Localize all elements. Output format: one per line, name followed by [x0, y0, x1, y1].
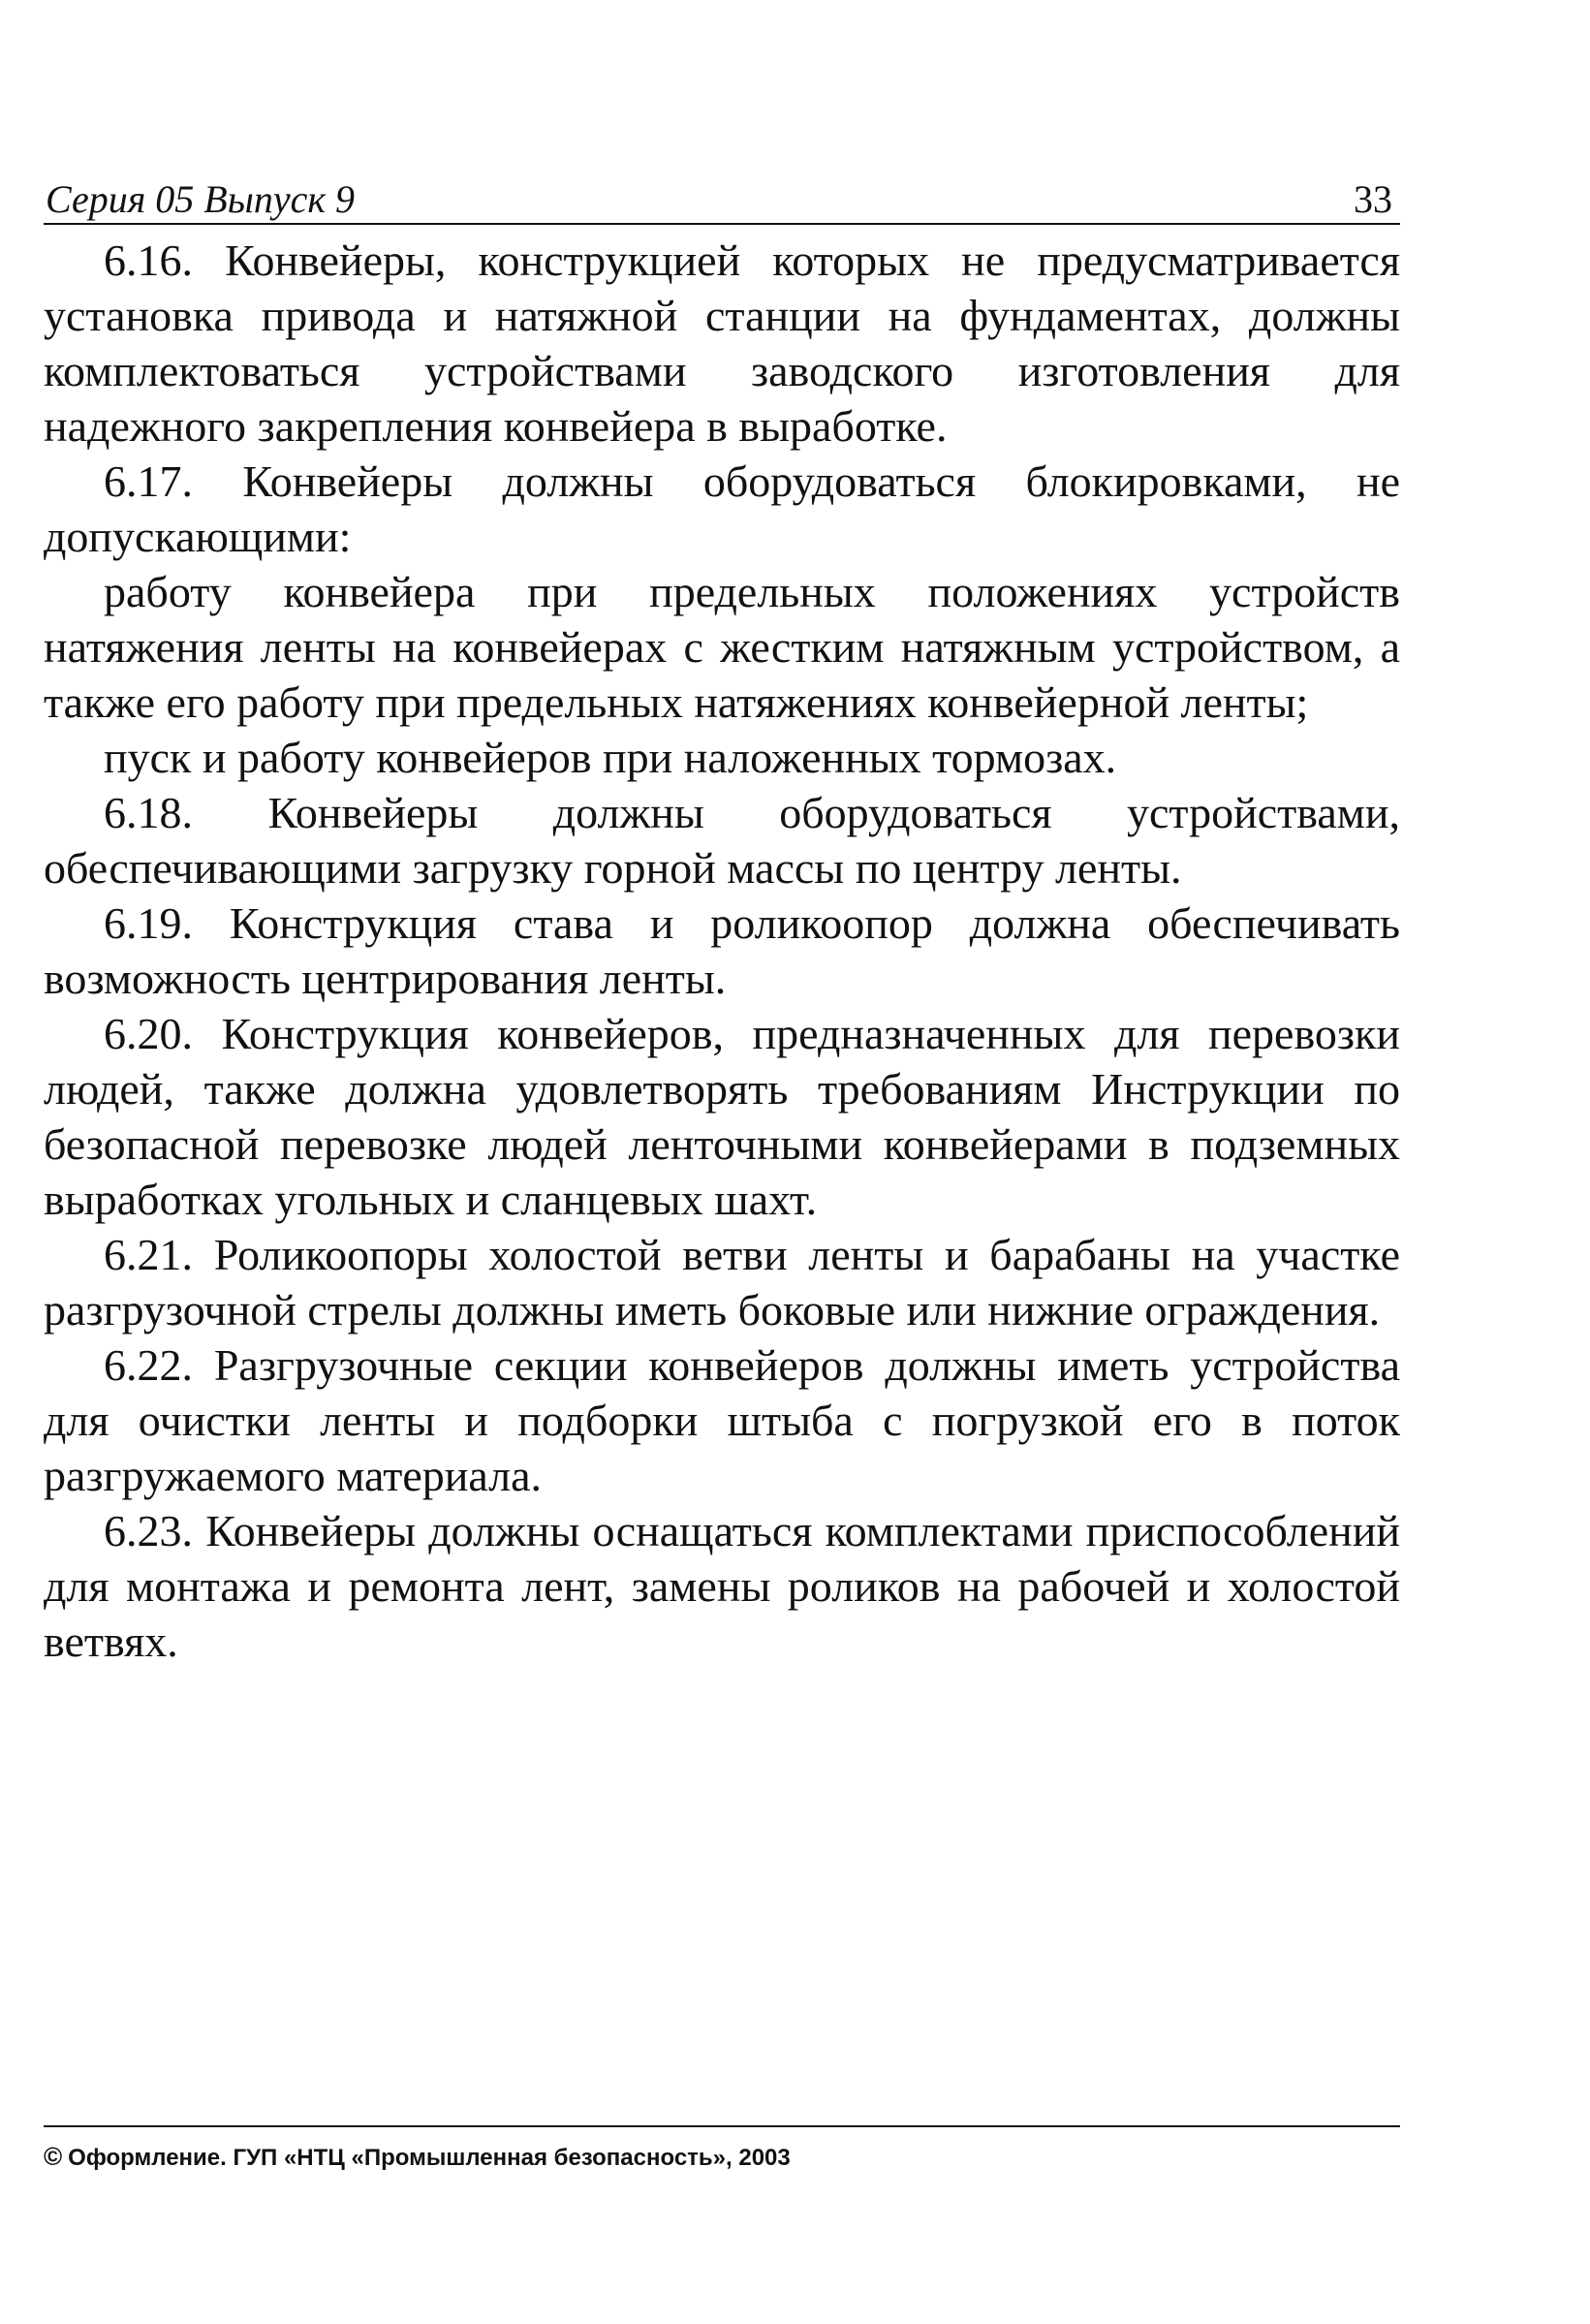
paragraph-6-17-item-1: работу конвейера при предельных положениях устройств натяжения ленты на конвейерах с жестким натяжным устройством, а также его работу при предельных натяжениях конвейерной ленты;	[44, 567, 1400, 727]
paragraph-6-23: 6.23. Конвейеры должны оснащаться комплектами приспособлений для монтажа и ремонта лент, замены роликов на рабочей и холостой ветвях.	[44, 1506, 1400, 1666]
paragraph-6-19: 6.19. Конструкция става и роликоопор должна обеспечивать возможность центрирования ленты.	[44, 898, 1400, 1003]
page-number: 33	[1354, 177, 1392, 221]
paragraph-6-17: 6.17. Конвейеры должны оборудоваться блокировками, не допускающими:	[44, 456, 1400, 561]
paragraph-6-20: 6.20. Конструкция конвейеров, предназначенных для перевозки людей, также должна удовлетворять требованиям Инструкции по безопасной перевозке людей ленточными конвейерами в подземных выработках угольных и сланцевых шахт.	[44, 1009, 1400, 1224]
paragraph-6-18: 6.18. Конвейеры должны оборудоваться устройствами, обеспечивающими загрузку горной массы по центру ленты.	[44, 788, 1400, 893]
paragraph-6-17-item-2: пуск и работу конвейеров при наложенных тормозах.	[104, 733, 1117, 782]
copyright-text: Оформление. ГУП «НТЦ «Промышленная безопасность», 2003	[68, 2145, 791, 2171]
copyright-icon: ©	[44, 2142, 63, 2171]
series-title: Серия 05 Выпуск 9	[46, 177, 356, 221]
document-body	[44, 233, 1400, 1669]
footer-copyright	[44, 2144, 791, 2170]
paragraph-6-21: 6.21. Роликоопоры холостой ветви ленты и барабаны на участке разгрузочной стрелы должны иметь боковые или нижние ограждения.	[44, 1230, 1400, 1335]
page-header	[44, 155, 1400, 225]
paragraph-6-16: 6.16. Конвейеры, конструкцией которых не предусматривается установка привода и натяжной станции на фундаментах, должны комплектоваться устройствами заводского изготовления для надежного закрепления конвейера в выработке.	[44, 236, 1400, 451]
footer-divider	[44, 2125, 1400, 2127]
paragraph-6-22: 6.22. Разгрузочные секции конвейеров должны иметь устройства для очистки ленты и подборки штыба с погрузкой его в поток разгружаемого материала.	[44, 1340, 1400, 1500]
